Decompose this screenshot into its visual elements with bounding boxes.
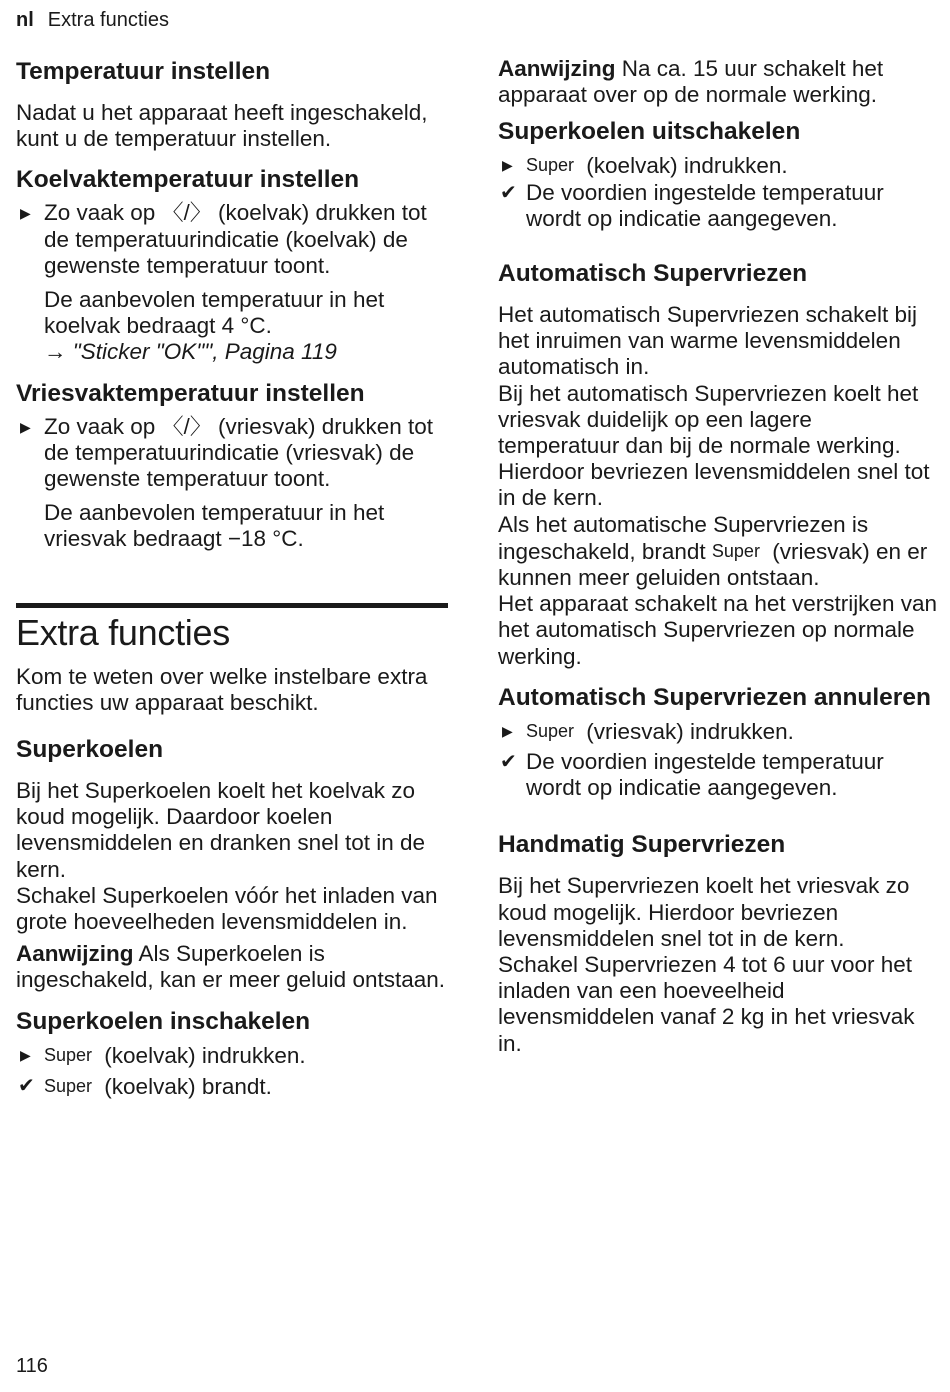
page-header (16, 8, 169, 32)
temperature-button-icon: 〈/〉 (161, 413, 212, 439)
step-arrow-icon: ▶ (20, 205, 31, 222)
language-code: nl (16, 9, 34, 31)
supercool-p2: Schakel Superkoelen vóór het inladen van grote hoeveelheden levensmiddelen in. (16, 882, 438, 935)
supercool-off-result: ✔ De voordien ingestelde temperatuur wordt op indicatie aangegeven. (500, 179, 884, 231)
cancel-result: ✔ De voordien ingestelde temperatuur wordt op indicatie aangegeven. (500, 749, 884, 801)
auto-p1: Het automatisch Supervriezen schakelt bij het inruimen van warme levensmiddelen automatisch in. (498, 302, 917, 380)
manual-p1: Bij het Supervriezen koelt het vriesvak zo koud mogelijk. Hierdoor bevriezen levensmiddelen snel tot in de kern. (498, 873, 910, 951)
supercool-off-step: ▶ Super (koelvak) indrukken. (502, 153, 788, 179)
step-arrow-icon: ▶ (20, 1046, 31, 1063)
manual-p2: Schakel Supervriezen 4 tot 6 uur voor het inladen van een hoeveelheid levensmiddelen vanaf 2 kg in het vriesvak in. (498, 952, 915, 1056)
temperature-button-icon: 〈/〉 (161, 200, 212, 226)
cancel-steps (498, 718, 938, 802)
extra-intro: Kom te weten over welke instelbare extra functies uw apparaat beschikt. (16, 663, 428, 715)
arrow-icon: → (44, 339, 67, 365)
cancel-step: ▶ Super (vriesvak) indrukken. (502, 718, 794, 744)
freezer-steps (16, 414, 448, 493)
heading-automatisch-supervriezen: Automatisch Supervriezen (498, 260, 808, 288)
supercool-auto-off-note: Aanwijzing Na ca. 15 uur schakelt het apparaat over op de normale werking. (498, 56, 884, 108)
section-title: Extra functies (47, 9, 169, 31)
step-arrow-icon: ▶ (502, 722, 513, 739)
heading-automatisch-supervriezen-annuleren: Automatisch Supervriezen annuleren (498, 683, 931, 711)
auto-p4: Het apparaat schakelt na het verstrijken van het automatisch Supervriezen op normale werking. (498, 591, 937, 669)
heading-handmatig-supervriezen: Handmatig Supervriezen (498, 831, 786, 859)
sticker-reference-link[interactable]: → "Sticker "OK"", Pagina 119 (44, 339, 337, 365)
supercool-p1: Bij het Superkoelen koelt het koelvak zo koud mogelijk. Daardoor koelen levensmiddelen en dranken snel tot in de kern. (16, 778, 426, 882)
heading-temperatuur-instellen: Temperatuur instellen (16, 58, 271, 85)
check-icon: ✔ (500, 751, 517, 774)
freezer-note: De aanbevolen temperatuur in het vriesvak bedraagt −18 °C. (44, 500, 385, 552)
fridge-steps (16, 200, 448, 279)
check-icon: ✔ (500, 181, 517, 204)
heading-extra-functies: Extra functies (16, 611, 230, 653)
supercool-on-steps (16, 1042, 448, 1100)
temp-intro: Nadat u het apparaat heeft ingeschakeld, kunt u de temperatuur instellen. (16, 100, 428, 152)
supercool-on-step: ▶ Super (koelvak) indrukken. (20, 1042, 306, 1068)
heading-superkoelen: Superkoelen (16, 736, 164, 764)
supercool-off-steps (498, 152, 938, 232)
supercool-note: Aanwijzing Als Superkoelen is ingeschakeld, kan er meer geluid ontstaan. (16, 941, 446, 993)
auto-p2: Bij het automatisch Supervriezen koelt het vriesvak duidelijk op een lagere temperatuur dan bij de normale werking. Hierdoor bevriezen levensmiddelen snel tot in de kern. (498, 380, 930, 511)
super-button-icon: Super (526, 720, 575, 741)
fridge-note: De aanbevolen temperatuur in het koelvak bedraagt 4 °C. → "Sticker "OK"", Pagina 119 (16, 287, 448, 366)
step-arrow-icon: ▶ (502, 157, 513, 174)
fridge-step: ▶ Zo vaak op 〈/〉 (koelvak) drukken tot de temperatuurindicatie (koelvak) de gewenste temperatuur toont. (20, 200, 427, 278)
right-column (498, 56, 938, 1063)
section-divider (16, 603, 448, 608)
check-icon: ✔ (18, 1074, 35, 1097)
step-arrow-icon: ▶ (20, 418, 31, 435)
super-indicator-icon: Super (44, 1075, 93, 1096)
super-indicator-icon: Super (711, 540, 760, 561)
heading-superkoelen-uitschakelen: Superkoelen uitschakelen (498, 118, 801, 146)
super-button-icon: Super (526, 155, 575, 176)
heading-koelvak: Koelvaktemperatuur instellen (16, 166, 360, 194)
super-button-icon: Super (44, 1044, 93, 1065)
freezer-step: ▶ Zo vaak op 〈/〉 (vriesvak) drukken tot de temperatuurindicatie (vriesvak) de gewenste temperatuur toont. (20, 413, 434, 492)
page-number: 116 (16, 1355, 48, 1377)
supercool-on-result: ✔ Super (koelvak) brandt. (18, 1073, 272, 1099)
auto-p3: Als het automatische Supervriezen is ingeschakeld, brandt Super (vriesvak) en er kunnen meer geluiden ontstaan. (498, 511, 928, 591)
heading-vriesvak: Vriesvaktemperatuur instellen (16, 379, 365, 407)
heading-superkoelen-inschakelen: Superkoelen inschakelen (16, 1007, 311, 1035)
left-column (16, 58, 448, 1108)
